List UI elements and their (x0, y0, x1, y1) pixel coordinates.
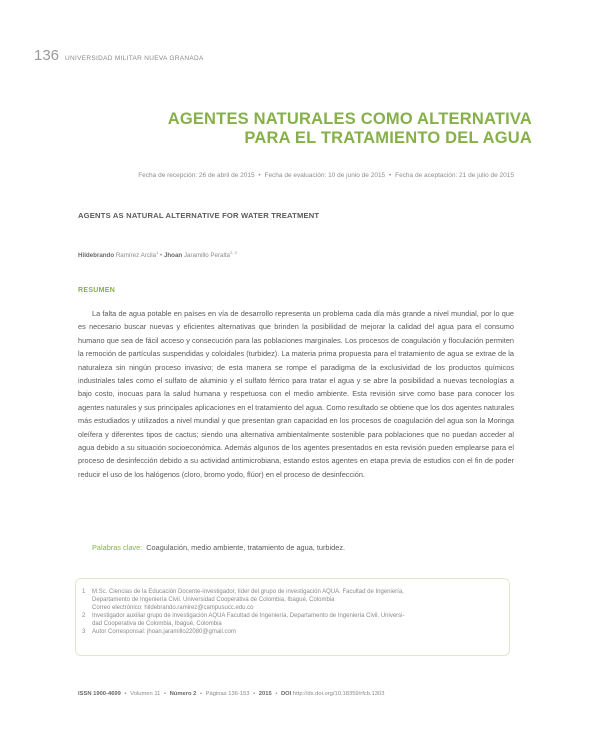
footnote-line: M.Sc. Ciencias de la Educación Docente-investigador, líder del grupo de investigación AQUA. Facultad de Ingeniería, (92, 589, 404, 595)
keywords-label: Palabras clave: (92, 543, 143, 552)
bullet-separator: • (389, 172, 392, 179)
received-date: Fecha de recepción: 26 de abril de 2015 (138, 172, 255, 179)
authors-line (78, 250, 237, 259)
footnote-line: Correo electrónico: hildebrando.ramirez@campusucc.edu.co (92, 604, 254, 611)
footer-pages: Páginas 136-153 (205, 691, 250, 697)
footnote-line: Departamento de Ingeniería Civil. Universidad Cooperativa de Colombia, Ibagué, Colombia (92, 596, 335, 603)
keywords-text: Coagulación, medio ambiente, tratamiento de agua, turbidez. (146, 543, 346, 552)
author-2-last-name: Jaramillo Peralta (183, 252, 231, 260)
bullet-separator: • (253, 691, 256, 697)
author-1-affiliation: 1 (156, 250, 159, 255)
footnote-number: 1 (82, 589, 86, 595)
author-1-last-name: Ramírez Arcila (115, 252, 157, 260)
english-title: AGENTS AS NATURAL ALTERNATIVE FOR WATER TREATMENT (78, 211, 320, 220)
bullet-separator: • (275, 691, 278, 697)
doi-link[interactable]: http://dx.doi.org/10.18359/rfcb.1303 (292, 691, 385, 697)
bullet-separator: • (124, 691, 127, 697)
footnote-line: Autor Corresponsal: jhoan.jaramillo22080@gmail.com (92, 628, 236, 635)
footnote (82, 589, 501, 612)
bullet-separator: • (200, 691, 203, 697)
abstract-text: La falta de agua potable en países en vía de desarrollo representa un problema cada día más grande a nivel mundial, por lo que es necesario buscar nuevas y eficientes alternativas que brinden la posibilidad de mejorar la calidad del agua para el consumo humano que sea de fácil acceso y consecución para las poblaciones marginales. Los procesos de coagulación y floculación permiten la remoción de partículas suspendidas y coloidales (turbidez). La materia prima propuesta para el tratamiento de agua se extrae de la naturaleza sin ningún proceso invasivo; de esta manera se rompe el paradigma de la exclusividad de los productos químicos industriales tales como el sulfato de aluminio y el sulfato férrico para tratar el agua y se abre la posibilidad a nuevas tecnologías a bajo costo, inocuas para la salud humana y respetuosa con el medio ambiente. Esta revisión sirve como base para conocer los agentes naturales y sus principales aplicaciones en el tratamiento del agua. Como resultado se obtiene que los dos agentes naturales más estudiados y utilizados a nivel mundial y que presentan gran capacidad en los procesos de coagulación del agua son la Moringa oleífera y diferentes tipos de cactus; siendo una alternativa ambientalmente sostenible para poblaciones que no puedan acceder al agua debido a su situación socioeconómica. Además algunos de los agentes presentados en esta revisión pueden emplearse para el proceso de desinfección debido a su actividad antimicrobiana, estando estos agentes en etapa previa de estudios con el fin de poder reducir el uso de los halógenos (cloro, bromo yodo, flúor) en el proceso de desinfección. (78, 309, 515, 479)
footer-year: 2015 (258, 691, 272, 697)
footnote-number: 3 (82, 628, 86, 635)
footer-doi-label: DOI (280, 691, 292, 697)
evaluated-date: Fecha de evaluación: 10 de junio de 2015 (264, 172, 386, 179)
footnotes-box (75, 578, 510, 656)
footnote (82, 629, 501, 637)
page-number: 136 (34, 47, 60, 64)
resumen-heading: RESUMEN (78, 287, 116, 294)
author-1-first-name: Hildebrando (78, 252, 115, 260)
university-name: UNIVERSIDAD MILITAR NUEVA GRANADA (65, 55, 204, 62)
publication-dates (78, 172, 514, 179)
footer-number: Número 2 (169, 691, 197, 697)
bullet-separator: • (258, 172, 261, 179)
running-header (34, 47, 204, 64)
bullet-separator: • (160, 252, 163, 260)
accepted-date: Fecha de aceptación: 21 de julio de 2015 (395, 172, 514, 179)
keywords (92, 543, 514, 552)
footer-volume: Volumen 11 (130, 691, 161, 697)
footer-issn: ISSN 1900-4699 (78, 691, 121, 697)
article-title (130, 110, 532, 148)
title-line-2: PARA EL TRATAMIENTO DEL AGUA (244, 129, 532, 147)
author-2-affiliation: 2, 3 (230, 250, 237, 255)
footnote-line: dad Cooperativa de Colombia, Ibagué, Colombia (92, 620, 222, 627)
journal-footer (78, 691, 384, 697)
bullet-separator: • (163, 691, 166, 697)
footnote-line: Investigador auxiliar grupo de investigación AQUA Facultad de Ingeniería, Departamento de Ingeniería Civil. Universi- (92, 612, 405, 619)
footnote (82, 613, 501, 629)
title-line-1: AGENTES NATURALES COMO ALTERNATIVA (167, 110, 532, 128)
author-2-first-name: Jhoan (163, 252, 183, 260)
footnote-number: 2 (82, 612, 86, 619)
